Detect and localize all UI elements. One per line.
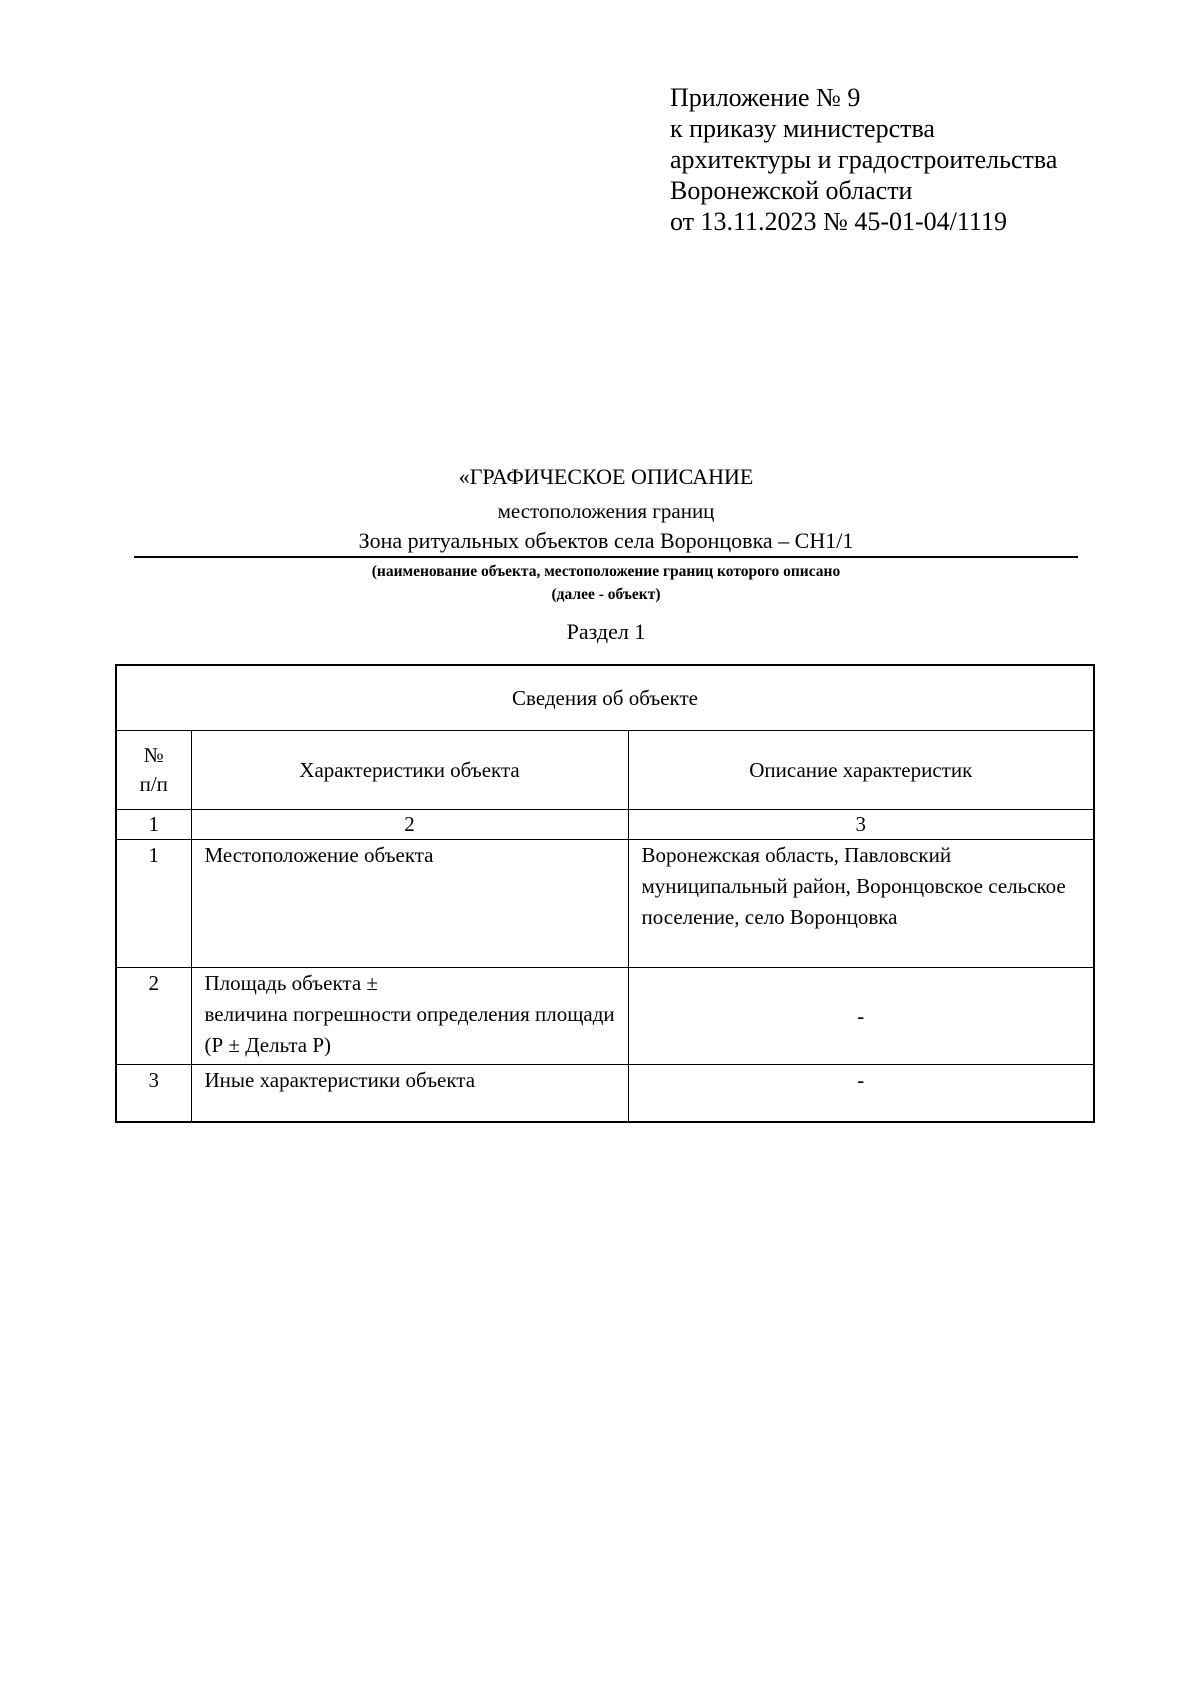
row-characteristic [191, 968, 628, 1065]
header-number-line-1: № [143, 743, 164, 767]
row-description: Воронежская область, Павловский муниципальный район, Воронцовское сельское поселение, село Воронцовка [628, 840, 1094, 968]
row-description: - [628, 968, 1094, 1065]
column-index-1: 1 [116, 810, 191, 840]
row-characteristic-line-2: величина погрешности определения площади (Р ± Дельта Р) [204, 1002, 615, 1057]
table-index-row [116, 810, 1094, 840]
row-number: 3 [116, 1065, 191, 1123]
appendix-line-1: Приложение № 9 [670, 83, 861, 112]
document-title: «ГРАФИЧЕСКОЕ ОПИСАНИЕ [458, 464, 754, 489]
table-caption-row [116, 665, 1094, 731]
table-row [116, 1065, 1094, 1123]
appendix-line-2: к приказу министерства [670, 114, 935, 143]
object-name-note [134, 560, 1078, 606]
table-caption: Сведения об объекте [116, 665, 1094, 731]
table-header-row [116, 731, 1094, 810]
document-subtitle: местоположения границ [497, 499, 715, 523]
header-number [116, 731, 191, 810]
header-number-line-2: п/п [139, 772, 168, 796]
row-characteristic: Местоположение объекта [191, 840, 628, 968]
row-number: 1 [116, 840, 191, 968]
row-characteristic-line-1: Площадь объекта ± [204, 971, 378, 995]
row-description: - [628, 1065, 1094, 1123]
table-row [116, 968, 1094, 1065]
object-info-table [115, 664, 1095, 1123]
appendix-line-5: от 13.11.2023 № 45-01-04/1119 [670, 207, 1007, 236]
row-number: 2 [116, 968, 191, 1065]
header-characteristics: Характеристики объекта [191, 731, 628, 810]
row-characteristic: Иные характеристики объекта [191, 1065, 628, 1123]
table-row [116, 840, 1094, 968]
object-name-note-line-1: (наименование объекта, местоположение границ которого описано [371, 563, 841, 580]
document-title-block [134, 462, 1078, 646]
object-name: Зона ритуальных объектов села Воронцовка – СН1/1 [134, 526, 1078, 558]
header-description: Описание характеристик [628, 731, 1094, 810]
column-index-2: 2 [191, 810, 628, 840]
appendix-line-4: Воронежской области [670, 176, 913, 205]
column-index-3: 3 [628, 810, 1094, 840]
section-label: Раздел 1 [566, 619, 646, 644]
object-name-note-line-2: (далее - объект) [551, 586, 661, 603]
appendix-line-3: архитектуры и градостроительства [670, 145, 1058, 174]
appendix-header [670, 82, 1057, 237]
